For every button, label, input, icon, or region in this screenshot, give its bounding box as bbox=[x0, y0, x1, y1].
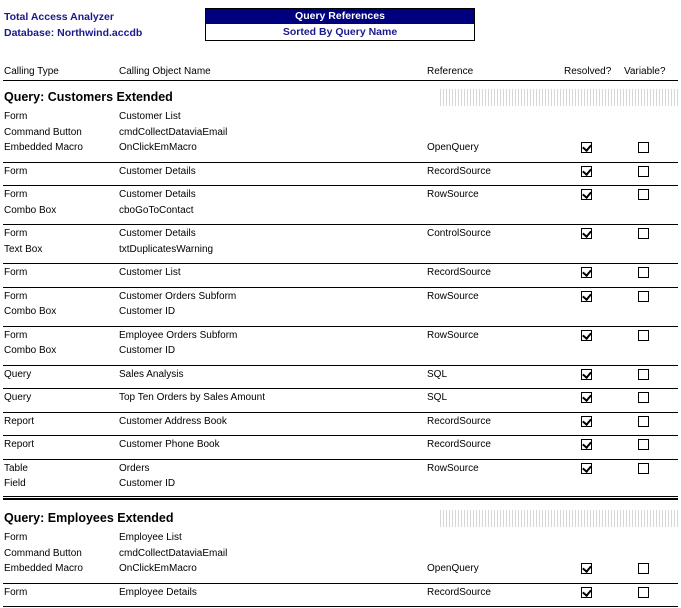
reference: RowSource bbox=[427, 189, 479, 200]
report-header-info bbox=[4, 9, 142, 41]
reference: RecordSource bbox=[427, 165, 491, 177]
reference-group bbox=[3, 390, 678, 413]
reference: RecordSource bbox=[427, 439, 491, 450]
calling-object-name: cmdCollectDataviaEmail bbox=[119, 547, 228, 559]
table-row bbox=[3, 290, 678, 306]
calling-type: Embedded Macro bbox=[4, 142, 83, 153]
reference-group bbox=[3, 414, 678, 437]
calling-type: Command Button bbox=[4, 126, 82, 138]
variable-checkbox[interactable] bbox=[638, 330, 649, 341]
reference: RecordSource bbox=[427, 267, 491, 278]
table-row bbox=[3, 586, 678, 602]
calling-type: Report bbox=[4, 439, 35, 450]
reference: RowSource bbox=[427, 290, 479, 302]
resolved-checkbox[interactable] bbox=[581, 330, 592, 341]
section-title-text: Query: Customers Extended bbox=[4, 90, 177, 104]
reference-group bbox=[3, 289, 678, 327]
calling-type: Form bbox=[4, 189, 28, 200]
calling-type: Combo Box bbox=[4, 306, 57, 317]
resolved-checkbox[interactable] bbox=[581, 228, 592, 239]
calling-type: Form bbox=[4, 532, 28, 543]
database-name: Database: Northwind.accdb bbox=[4, 27, 143, 39]
reference: SQL bbox=[427, 368, 448, 380]
table-row bbox=[3, 243, 678, 259]
calling-type: Form bbox=[4, 111, 28, 122]
calling-object-name: txtDuplicatesWarning bbox=[119, 243, 214, 255]
calling-object-name: Top Ten Orders by Sales Amount bbox=[119, 392, 266, 403]
column-header-divider bbox=[3, 80, 678, 81]
table-row bbox=[3, 438, 678, 454]
resolved-checkbox[interactable] bbox=[581, 267, 592, 278]
table-row bbox=[3, 415, 678, 431]
reference: RecordSource bbox=[427, 586, 491, 598]
reference: RowSource bbox=[427, 462, 479, 474]
calling-object-name: Customer Phone Book bbox=[119, 439, 220, 450]
calling-type: Combo Box bbox=[4, 345, 57, 356]
table-row bbox=[3, 531, 678, 547]
table-row bbox=[3, 368, 678, 384]
reference-group bbox=[3, 437, 678, 460]
variable-checkbox[interactable] bbox=[638, 189, 649, 200]
column-header-reference: Reference bbox=[427, 66, 474, 77]
column-header-resolved: Resolved? bbox=[564, 66, 612, 77]
reference-group bbox=[3, 164, 678, 187]
reference-group bbox=[3, 367, 678, 390]
table-row bbox=[3, 477, 678, 493]
calling-object-name: cboGoToContact bbox=[119, 204, 194, 216]
resolved-checkbox[interactable] bbox=[581, 587, 592, 598]
table-row bbox=[3, 462, 678, 478]
column-header-calling-type: Calling Type bbox=[4, 66, 59, 77]
app-title: Total Access Analyzer bbox=[4, 11, 114, 23]
table-row bbox=[3, 329, 678, 345]
report-title: Query References bbox=[206, 9, 474, 24]
table-row bbox=[3, 204, 678, 220]
calling-object-name: Customer List bbox=[119, 111, 181, 122]
calling-object-name: OnClickEmMacro bbox=[119, 142, 197, 153]
table-row bbox=[3, 227, 678, 243]
resolved-checkbox[interactable] bbox=[581, 392, 592, 403]
calling-object-name: Customer Details bbox=[119, 228, 196, 239]
reference: OpenQuery bbox=[427, 142, 479, 153]
resolved-checkbox[interactable] bbox=[581, 416, 592, 427]
reference-group bbox=[3, 530, 678, 584]
calling-object-name: Customer ID bbox=[119, 345, 176, 356]
resolved-checkbox[interactable] bbox=[581, 439, 592, 450]
calling-type: Form bbox=[4, 329, 28, 341]
variable-checkbox[interactable] bbox=[638, 392, 649, 403]
calling-type: Query bbox=[4, 368, 32, 380]
calling-object-name: Customer Details bbox=[119, 189, 196, 200]
calling-object-name: Sales Analysis bbox=[119, 368, 184, 380]
reference: ControlSource bbox=[427, 228, 491, 239]
report-title-box bbox=[205, 8, 475, 41]
variable-checkbox[interactable] bbox=[638, 291, 649, 302]
resolved-checkbox[interactable] bbox=[581, 291, 592, 302]
reference-group bbox=[3, 461, 678, 499]
calling-object-name: Customer List bbox=[119, 267, 181, 278]
calling-object-name: Customer Details bbox=[119, 165, 196, 177]
calling-object-name: Employee List bbox=[119, 532, 182, 543]
reference-group bbox=[3, 585, 678, 608]
calling-type: Combo Box bbox=[4, 204, 57, 216]
reference-group bbox=[3, 109, 678, 163]
section-title bbox=[4, 510, 678, 527]
reference: RecordSource bbox=[427, 415, 491, 427]
column-header-variable: Variable? bbox=[624, 66, 666, 77]
calling-type: Form bbox=[4, 267, 28, 278]
reference: SQL bbox=[427, 392, 448, 403]
report-subtitle: Sorted By Query Name bbox=[282, 26, 398, 38]
table-row bbox=[3, 141, 678, 157]
reference-group bbox=[3, 226, 678, 264]
table-row bbox=[3, 305, 678, 321]
resolved-checkbox[interactable] bbox=[581, 142, 592, 153]
calling-type: Table bbox=[4, 462, 28, 474]
calling-object-name: Customer ID bbox=[119, 478, 176, 489]
column-header-calling-object-name: Calling Object Name bbox=[119, 66, 211, 77]
calling-type: Command Button bbox=[4, 547, 82, 559]
variable-checkbox[interactable] bbox=[638, 267, 649, 278]
variable-checkbox[interactable] bbox=[638, 439, 649, 450]
variable-checkbox[interactable] bbox=[638, 228, 649, 239]
calling-type: Text Box bbox=[4, 243, 43, 255]
resolved-checkbox[interactable] bbox=[581, 166, 592, 177]
section-title-text: Query: Employees Extended bbox=[4, 511, 178, 525]
section-separator bbox=[3, 496, 678, 500]
table-row bbox=[3, 188, 678, 204]
variable-checkbox[interactable] bbox=[638, 369, 649, 380]
reference-group bbox=[3, 265, 678, 288]
calling-type: Embedded Macro bbox=[4, 563, 83, 574]
resolved-checkbox[interactable] bbox=[581, 369, 592, 380]
resolved-checkbox[interactable] bbox=[581, 463, 592, 474]
reference-group bbox=[3, 328, 678, 366]
variable-checkbox[interactable] bbox=[638, 416, 649, 427]
calling-type: Form bbox=[4, 165, 28, 177]
table-row bbox=[3, 126, 678, 142]
calling-object-name: Customer ID bbox=[119, 306, 176, 317]
section-title bbox=[4, 89, 678, 106]
calling-object-name: Customer Address Book bbox=[119, 415, 227, 427]
calling-type: Form bbox=[4, 586, 28, 598]
calling-object-name: Orders bbox=[119, 462, 150, 474]
reference-group bbox=[3, 187, 678, 225]
reference: OpenQuery bbox=[427, 563, 479, 574]
resolved-checkbox[interactable] bbox=[581, 189, 592, 200]
variable-checkbox[interactable] bbox=[638, 142, 649, 153]
variable-checkbox[interactable] bbox=[638, 463, 649, 474]
calling-type: Query bbox=[4, 392, 32, 403]
table-row bbox=[3, 110, 678, 126]
table-row bbox=[3, 165, 678, 181]
calling-type: Form bbox=[4, 228, 28, 239]
calling-object-name: Employee Orders Subform bbox=[119, 329, 238, 341]
calling-object-name: OnClickEmMacro bbox=[119, 563, 197, 574]
table-row bbox=[3, 391, 678, 407]
table-row bbox=[3, 344, 678, 360]
calling-type: Report bbox=[4, 415, 35, 427]
variable-checkbox[interactable] bbox=[638, 166, 649, 177]
resolved-checkbox[interactable] bbox=[581, 563, 592, 574]
calling-type: Field bbox=[4, 478, 26, 489]
calling-type: Form bbox=[4, 290, 28, 302]
table-row bbox=[3, 562, 678, 578]
reference: RowSource bbox=[427, 329, 479, 341]
variable-checkbox[interactable] bbox=[638, 587, 649, 598]
calling-object-name: Customer Orders Subform bbox=[119, 290, 237, 302]
calling-object-name: Employee Details bbox=[119, 586, 197, 598]
calling-object-name: cmdCollectDataviaEmail bbox=[119, 126, 228, 138]
table-row bbox=[3, 266, 678, 282]
variable-checkbox[interactable] bbox=[638, 563, 649, 574]
table-row bbox=[3, 547, 678, 563]
